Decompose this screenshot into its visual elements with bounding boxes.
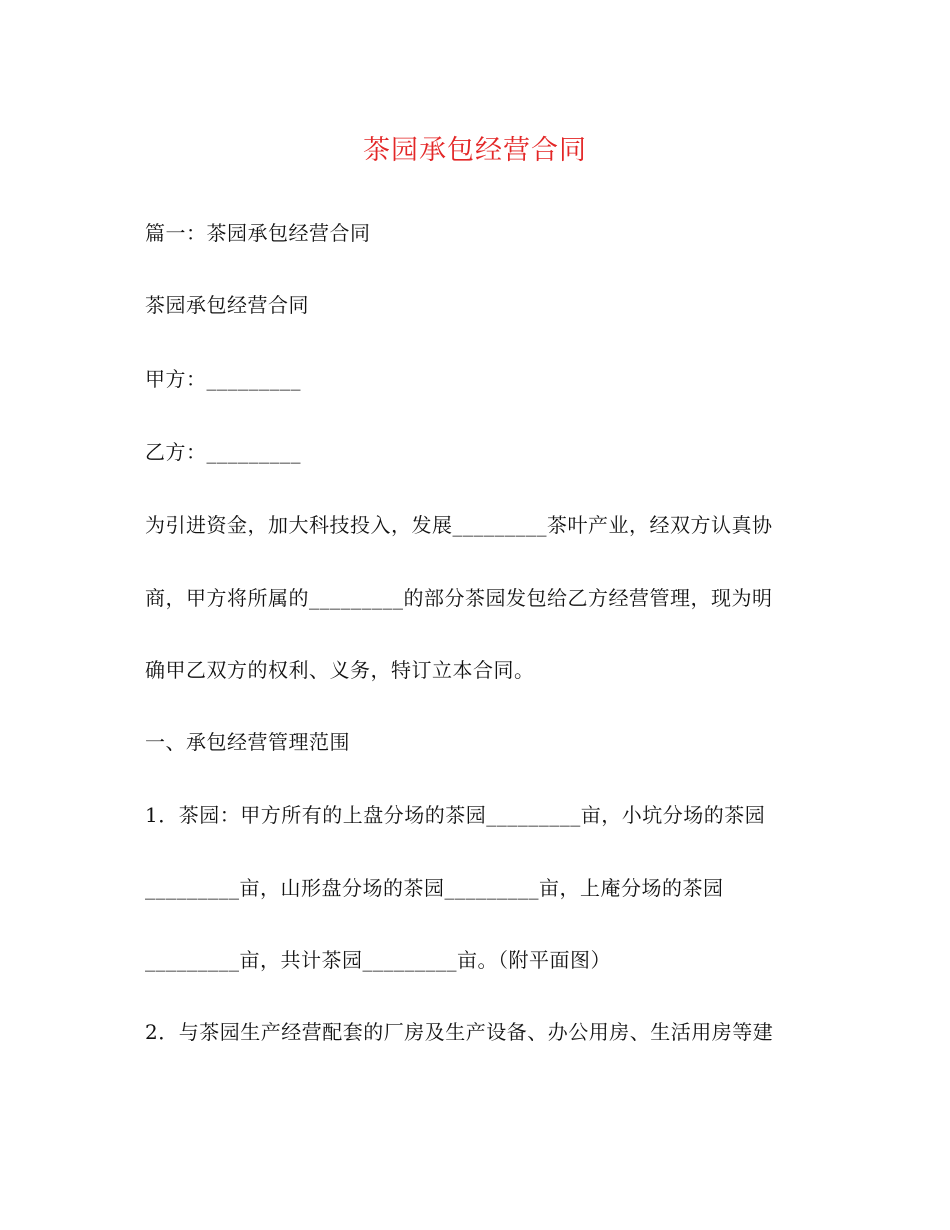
party-a-line: 甲方：_________ [145,367,301,391]
clause-item-line: 2．与茶园生产经营配套的厂房及生产设备、办公用房、生活用房等建 [145,1020,774,1044]
document-title: 茶园承包经营合同 [363,135,587,166]
clause-item-line: _________亩，山形盘分场的茶园_________亩，上庵分场的茶园 [145,876,724,900]
paragraph-line: 确甲乙双方的权利、义务，特订立本合同。 [145,658,535,682]
clause-item-line: 1．茶园：甲方所有的上盘分场的茶园_________亩，小坑分场的茶园 [145,803,766,827]
clause-heading: 一、承包经营管理范围 [145,730,350,754]
paragraph-line: 为引进资金，加大科技投入，发展_________茶叶产业，经双方认真协 [145,513,773,537]
paragraph-line: 商，甲方将所属的_________的部分茶园发包给乙方经营管理，现为明 [145,586,773,610]
party-b-line: 乙方：_________ [145,440,301,464]
contract-name: 茶园承包经营合同 [145,293,309,317]
section-heading-part-one: 篇一：茶园承包经营合同 [145,221,371,245]
clause-item-line: _________亩，共计茶园_________亩。（附平面图） [145,948,611,972]
